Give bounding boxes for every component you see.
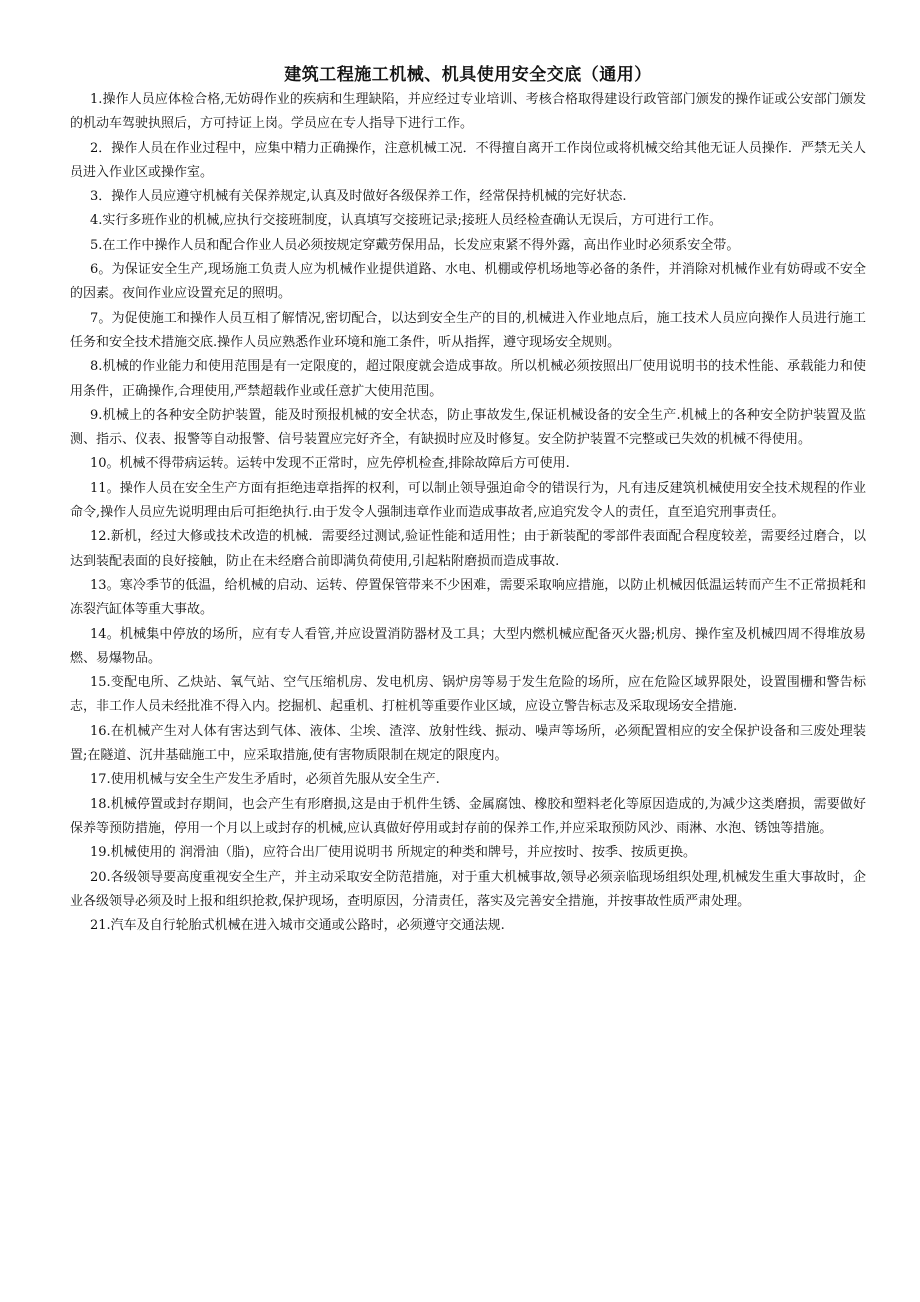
rule-item-20: 20.各级领导要高度重视安全生产，并主动采取安全防范措施，对于重大机械事故,领导必须亲临现场组织处理,机械发生重大事故时，企业各级领导必须及时上报和组织抢救,保护现场，查明原因，分清责任，落实及完善安全措施，并按事故性质严肃处理。 [70,869,866,909]
rule-item-3: 3．操作人员应遵守机械有关保养规定,认真及时做好各级保养工作，经常保持机械的完好状态. [90,189,627,205]
rule-item-4: 4.实行多班作业的机械,应执行交接班制度，认真填写交接班记录;接班人员经检查确认无误后，方可进行工作。 [90,213,722,229]
rule-item-6: 6。为保证安全生产,现场施工负责人应为机械作业提供道路、水电、机棚或停机场地等必备的条件，并消除对机械作业有妨碍或不安全的因素。夜间作业应设置充足的照明。 [70,262,866,302]
document-title: 建筑工程施工机械、机具使用安全交底（通用） [284,65,652,85]
rule-item-11: 11。操作人员在安全生产方面有拒绝违章指挥的权利，可以制止领导强迫命令的错误行为，凡有违反建筑机械使用安全技术规程的作业命令,操作人员应先说明理由后可拒绝执行.由于发令人强制违章作业而造成事故者,应追究发令人的责任，直至追究刑事责任。 [70,480,866,521]
rule-item-8: 8.机械的作业能力和使用范围是有一定限度的，超过限度就会造成事故。所以机械必须按照出厂使用说明书的技术性能、承载能力和使用条件，正确操作,合理使用,严禁超载作业或任意扩大使用范围。 [70,359,866,399]
safety-rules-list [70,88,866,938]
rule-item-21: 21.汽车及自行轮胎式机械在进入城市交通或公路时，必须遵守交通法规. [90,918,505,934]
rule-item-14: 14。机械集中停放的场所，应有专人看管,并应设置消防器材及工具；大型内燃机械应配备灭火器;机房、操作室及机械四周不得堆放易燃、易爆物品。 [70,626,866,666]
document-page [70,62,866,938]
rule-item-5: 5.在工作中操作人员和配合作业人员必须按规定穿戴劳保用品，长发应束紧不得外露，高出作业时必须系安全带。 [90,237,740,253]
rule-item-17: 17.使用机械与安全生产发生矛盾时，必须首先服从安全生产. [90,772,440,788]
rule-item-13: 13。寒冷季节的低温，给机械的启动、运转、停置保管带来不少困难，需要采取响应措施，以防止机械因低温运转而产生不正常损耗和冻裂汽缸体等重大事故。 [70,577,866,618]
rule-item-9: 9.机械上的各种安全防护装置，能及时预报机械的安全状态，防止事故发生,保证机械设备的安全生产.机械上的各种安全防护装置及监测、指示、仪表、报警等自动报警、信号装置应完好齐全，有缺损时应及时修复。安全防护装置不完整或已失效的机械不得使用。 [70,407,866,448]
rule-item-16: 16.在机械产生对人体有害达到气体、液体、尘埃、渣滓、放射性线、振动、噪声等场所，必须配置相应的安全保护设备和三废处理装置;在隧道、沉井基础施工中，应采取措施,使有害物质限制在规定的限度内。 [70,723,866,764]
rule-item-12: 12.新机，经过大修或技术改造的机械．需要经过测试,验证性能和适用性；由于新装配的零部件表面配合程度较差，需要经过磨合，以达到装配表面的良好接触，防止在未经磨合前即满负荷使用,引起粘附磨损而造成事故. [70,529,866,569]
rule-item-18: 18.机械停置或封存期间，也会产生有形磨损,这是由于机件生锈、金属腐蚀、橡胶和塑料老化等原因造成的,为减少这类磨损，需要做好保养等预防措施，停用一个月以上或封存的机械,应认真做好停用或封存前的保养工作,并应采取预防风沙、雨淋、水泡、锈蚀等措施。 [70,796,866,836]
rule-item-7: 7。为促使施工和操作人员互相了解情况,密切配合，以达到安全生产的目的,机械进入作业地点后，施工技术人员应向操作人员进行施工任务和安全技术措施交底.操作人员应熟悉作业环境和施工条件，听从指挥，遵守现场安全规则。 [70,310,866,350]
rule-item-15: 15.变配电所、乙炔站、氧气站、空气压缩机房、发电机房、锅炉房等易于发生危险的场所，应在危险区域界限处，设置围栅和警告标志，非工作人员未经批准不得入内。挖掘机、起重机、打桩机等重要作业区域，应设立警告标志及采取现场安全措施. [70,675,866,715]
rule-item-19: 19.机械使用的 润滑油（脂)，应符合出厂使用说明书 所规定的种类和牌号，并应按时、按季、按质更换。 [90,845,697,861]
rule-item-10: 10。机械不得带病运转。运转中发现不正常时，应先停机检查,排除故障后方可使用. [90,456,570,472]
rule-item-1: 1.操作人员应体检合格,无妨碍作业的疾病和生理缺陷，并应经过专业培训、考核合格取得建设行政管部门颁发的操作证或公安部门颁发的机动车驾驶执照后，方可持证上岗。学员应在专人指导下进行工作。 [70,92,866,132]
rule-item-2: 2．操作人员在作业过程中，应集中精力正确操作，注意机械工况．不得擅自离开工作岗位或将机械交给其他无证人员操作．严禁无关人员进入作业区或操作室。 [70,140,866,180]
